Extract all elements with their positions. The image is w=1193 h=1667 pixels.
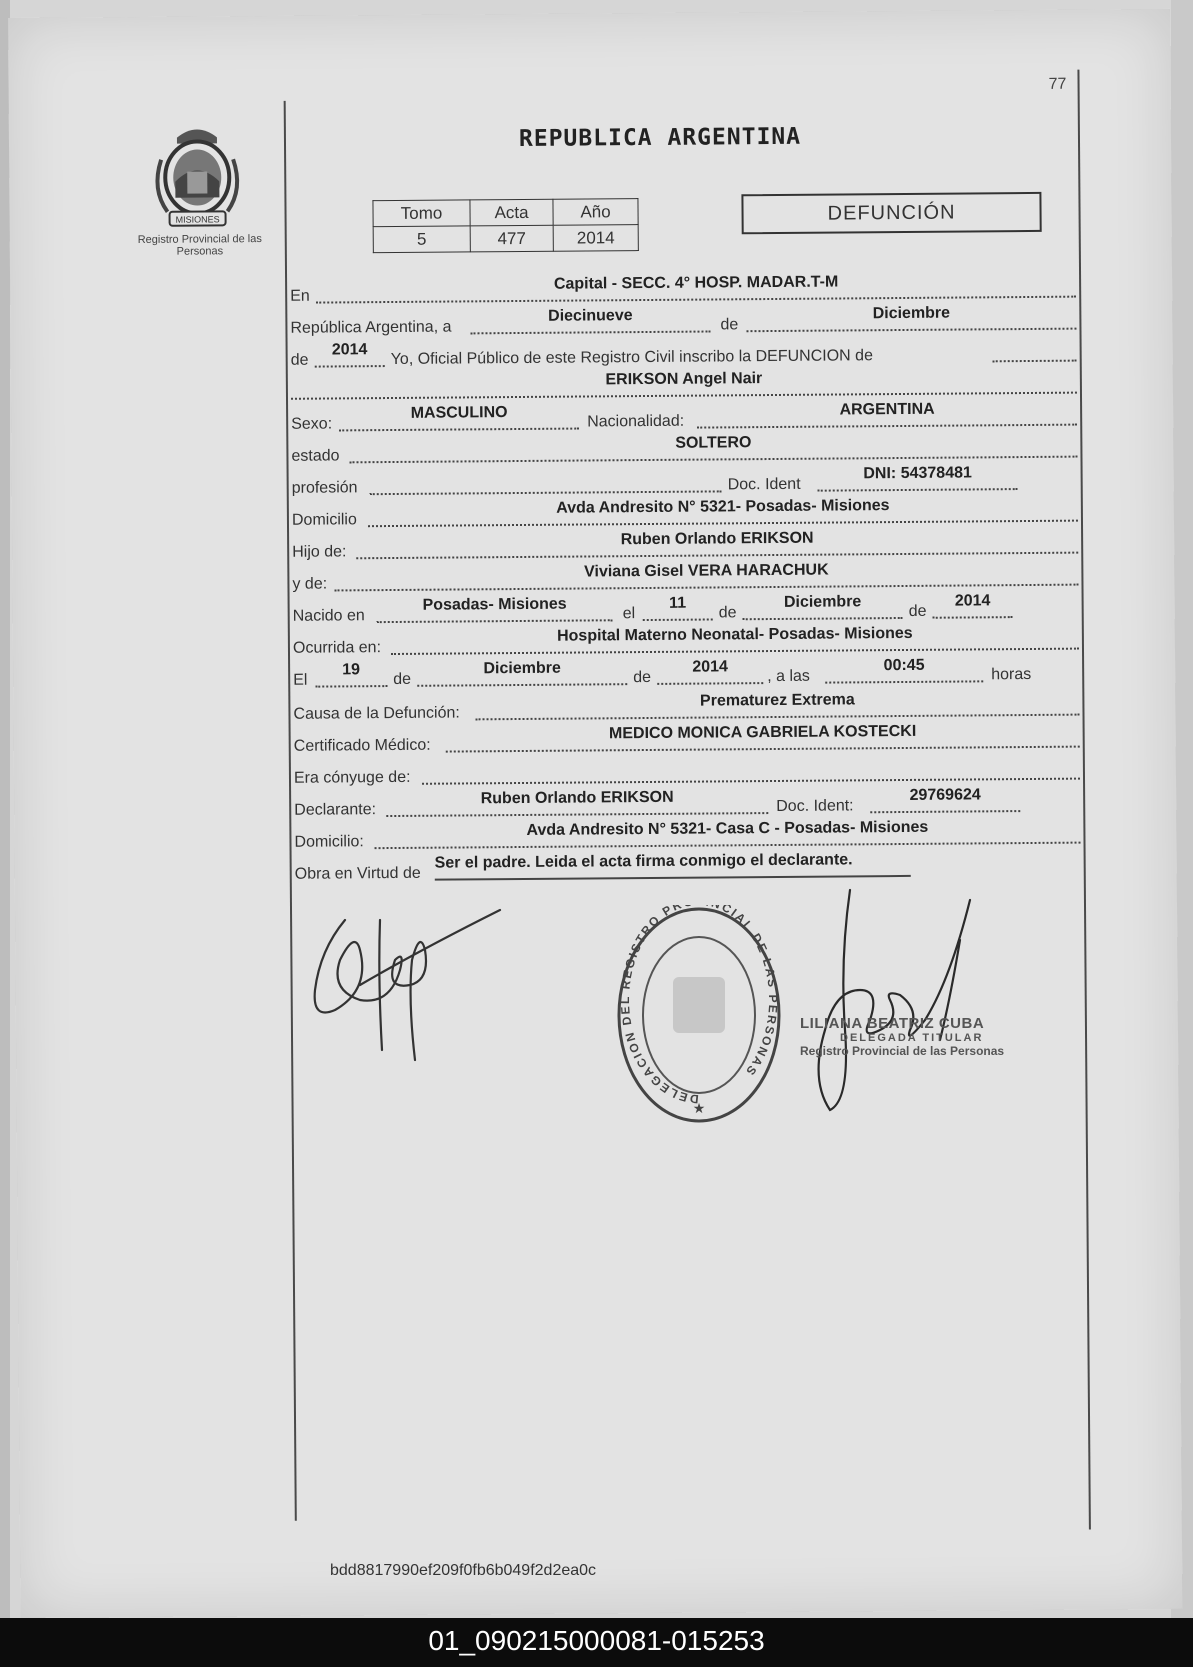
label-de-nacido-anio: de [908,602,927,620]
field-def-mes: Diciembre [417,659,627,687]
official-office: Registro Provincial de las Personas [800,1044,1005,1058]
value-acta: 477 [470,225,553,252]
label-certificado: Certificado Médico: [293,736,431,755]
provincial-seal-logo [147,119,248,240]
label-hijo-de: Hijo de: [292,543,347,561]
field-def-anio: 2014 [657,658,763,685]
record-table-value-row [373,225,638,253]
field-padre: Ruben Orlando ERIKSON [356,528,1078,560]
seal-text: MISIONES [175,214,220,225]
value-tomo: 5 [373,226,470,253]
label-y-de: y de: [292,575,328,593]
document-hash: bdd8817990ef209f0fb6b049f2d2ea0c [330,1562,597,1579]
label-declarante: Declarante: [294,801,377,819]
label-domicilio-declarante: Domicilio: [294,833,364,851]
label-de-def-anio: de [633,668,652,687]
field-declarante-doc: 29769624 [870,786,1020,813]
label-nacionalidad: Nacionalidad: [587,412,685,431]
label-de-def-mes: de [393,670,412,688]
field-nacido-dia: 11 [643,594,713,621]
official-name: LILIANA BEATRIZ CUBA [800,1015,985,1032]
field-lugar: Capital - SECC. 4° HOSP. MADAR.T-M [316,272,1076,304]
field-hora: 00:45 [825,656,983,683]
label-doc-ident: Doc. Ident [727,475,801,494]
certificate-page [8,9,1183,1618]
label-horas: horas [991,665,1032,684]
label-de-anio: de [290,351,309,369]
field-domicilio: Avda Andresito N° 5321- Posadas- Misiones [368,496,1078,528]
official-role: DELEGADA TITULAR [840,1032,984,1044]
header-tomo: Tomo [373,200,470,227]
field-nacionalidad: ARGENTINA [697,400,1077,429]
label-republica: República Argentina, a [290,318,452,337]
label-profesion: profesión [291,479,358,497]
field-domicilio-declarante: Avda Andresito N° 5321- Casa C - Posadas- Misiones [374,818,1080,850]
label-domicilio: Domicilio [291,511,357,529]
scan-footer-id: 01_090215000081-015253 [0,1618,1193,1667]
official-signature [800,880,990,1120]
record-table [372,198,638,253]
field-conyuge [422,754,1080,785]
page-number: 77 [1048,75,1067,93]
document-title: REPUBLICA ARGENTINA [518,123,802,152]
value-anio: 2014 [553,225,638,252]
field-nacido-mes: Diciembre [743,593,903,620]
field-profesion [370,466,722,495]
header-acta: Acta [470,199,553,226]
label-estado: estado [291,447,340,465]
record-table-header-row [373,199,638,227]
label-conyuge: Era cónyuge de: [293,768,411,787]
label-de-mes: de [720,316,739,334]
label-a-las: , a las [767,667,810,686]
field-estado: SOLTERO [349,432,1077,464]
label-de-nacido-mes: de [718,604,737,622]
label-sexo: Sexo: [291,415,333,433]
label-inscribo: Yo, Oficial Público de este Registro Civil inscribo la DEFUNCION de [390,347,874,369]
official-stamp [615,905,783,1125]
right-margin-rule [1077,70,1090,1530]
field-ocurrida: Hospital Materno Neonatal- Posadas- Misiones [391,624,1079,655]
label-el: el [622,605,636,623]
field-causa: Prematurez Extrema [475,690,1079,721]
label-causa: Causa de la Defunción: [293,704,460,723]
field-mes: Diciembre [746,304,1076,333]
field-dia: Diecinueve [470,306,710,334]
svg-text:★: ★ [692,1100,706,1116]
field-nacido-lugar: Posadas- Misiones [377,595,613,623]
page-edge-left [0,0,10,1618]
label-doc-ident-declarante: Doc. Ident: [776,797,854,815]
field-nacido-anio: 2014 [933,592,1013,619]
label-ocurrida-en: Ocurrida en: [292,639,382,657]
record-type-box: DEFUNCIÓN [741,192,1041,234]
field-blank [993,336,1077,363]
label-obra: Obra en Virtud de [294,864,421,883]
field-declarante: Ruben Orlando ERIKSON [386,788,768,817]
field-def-dia: 19 [315,661,387,688]
header-anio: Año [553,199,638,226]
declarant-signature [300,890,520,1070]
field-obra: Ser el padre. Leida el acta firma conmigo el declarante. [435,851,911,881]
label-el-cap: El [293,671,308,689]
label-en: En [290,287,310,305]
field-doc-ident: DNI: 54378481 [818,464,1018,492]
official-name-block [800,1015,1040,1058]
stamp-text: DELEGACION DEL REGISTRO PR CIAL DE LAS PERSONAS [618,905,781,1107]
label-nacido-en: Nacido en [292,607,365,625]
field-anio: 2014 [315,341,385,368]
field-madre: Viviana Gisel VERA HARACHUK [334,560,1078,592]
field-certificado: MEDICO MONICA GABRIELA KOSTECKI [446,722,1080,753]
field-nombre: ERIKSON Angel Nair [291,368,1077,400]
registry-label: Registro Provincial de las Personas [137,233,262,258]
field-sexo: MASCULINO [339,404,579,432]
